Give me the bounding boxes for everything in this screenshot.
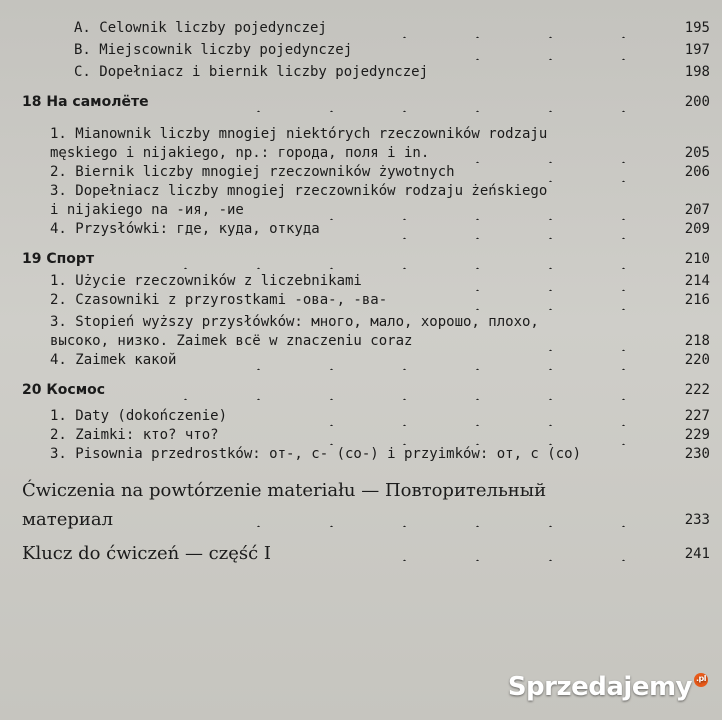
page-number: 227 [684,408,710,424]
entry-title: материал [22,509,114,530]
leader-dots [500,162,660,182]
leader-dots [200,507,660,527]
watermark-dot-icon [694,673,708,687]
page-number: 206 [684,164,710,180]
entry-title: 1. Mianownik liczby mnogiej niektórych rzeczowników rodzaju [50,126,548,142]
leader-dots [270,425,660,445]
toc-entry [0,350,722,370]
leader-dots [420,271,660,291]
entry-title: 1. Daty (dokończenie) [50,408,228,424]
page-number: 214 [684,273,710,289]
page-number: 195 [684,20,710,36]
entry-title: Klucz do ćwiczeń — część I [22,543,272,564]
page-number: 207 [684,202,710,218]
page-number: 209 [684,221,710,237]
toc-entry [0,444,722,464]
toc-entry [0,18,722,38]
page-number: 198 [684,64,710,80]
toc-entry [0,290,722,310]
entry-title: męskiego i nijakiego, np.: города, поля i in. [50,145,430,161]
leader-dots [420,40,660,60]
chapter-heading [0,92,722,112]
leader-dots [470,143,660,163]
leader-dots [360,541,660,561]
leader-dots [400,18,660,38]
page-number: 197 [684,42,710,58]
page-number: 230 [684,446,710,462]
leader-dots [180,249,660,269]
toc-entry-large [0,478,722,504]
entry-title: высоко, низко. Zaimek всё w znaczeniu coraz [50,333,413,349]
toc-entry [0,271,722,291]
watermark-logo [508,672,708,702]
leader-dots [450,290,660,310]
entry-title: Ćwiczenia na powtórzenie materiału — Повторительный [22,480,547,501]
toc-entry-large [0,507,722,533]
chapter-title: 19 Спорт [22,251,95,267]
toc-entry [0,40,722,60]
entry-title: i nijakiego na -ия, -ие [50,202,244,218]
page-number: 216 [684,292,710,308]
leader-dots [290,406,660,426]
watermark-suffix: .pl [696,674,707,683]
entry-title: 4. Przysłówki: где, куда, откуда [50,221,320,237]
leader-dots [380,219,660,239]
page-number: 205 [684,145,710,161]
leader-dots [480,331,660,351]
toc-entry [0,124,722,144]
toc-entry [0,62,722,82]
entry-title: 3. Dopełniacz liczby mnogiej rzeczowników rodzaju żeńskiego [50,183,548,199]
entry-title: A. Celownik liczby pojedynczej [74,20,327,36]
toc-entry [0,143,722,163]
toc-entry [0,162,722,182]
page-number: 229 [684,427,710,443]
toc-entry [0,425,722,445]
toc-entry [0,406,722,426]
toc-entry [0,331,722,351]
leader-dots [230,350,660,370]
entry-title: 3. Stopień wyższy przysłówków: много, мало, хорошо, плохо, [50,314,539,330]
page-number: 241 [684,546,710,562]
entry-title: 3. Pisownia przedrostków: от-, с- (со-) i przyimków: от, с (со) [50,446,582,462]
leader-dots [170,380,660,400]
page-number: 218 [684,333,710,349]
toc-entry [0,219,722,239]
leader-dots [280,200,660,220]
page-number: 222 [684,382,710,398]
toc-entry [0,200,722,220]
chapter-title: 20 Космос [22,382,106,398]
toc-entry [0,181,722,201]
entry-title: 2. Zaimki: кто? что? [50,427,219,443]
chapter-heading [0,380,722,400]
page-number: 200 [684,94,710,110]
entry-title: B. Miejscownik liczby pojedynczej [74,42,353,58]
entry-title: 4. Zaimek какой [50,352,177,368]
watermark-text: Sprzedajemy [507,672,692,702]
page-number: 233 [684,512,710,528]
page-number: 220 [684,352,710,368]
entry-title: 1. Użycie rzeczowników z liczebnikami [50,273,362,289]
toc-entry [0,312,722,332]
chapter-title: 18 На самолёте [22,94,149,110]
entry-title: 2. Biernik liczby mnogiej rzeczowników żywotnych [50,164,455,180]
page-number: 210 [684,251,710,267]
toc-entry-large [0,541,722,567]
entry-title: 2. Czasowniki z przyrostkami -ова-, -ва- [50,292,388,308]
leader-dots [220,92,660,112]
entry-title: C. Dopełniacz i biernik liczby pojedynczej [74,64,429,80]
chapter-heading [0,249,722,269]
